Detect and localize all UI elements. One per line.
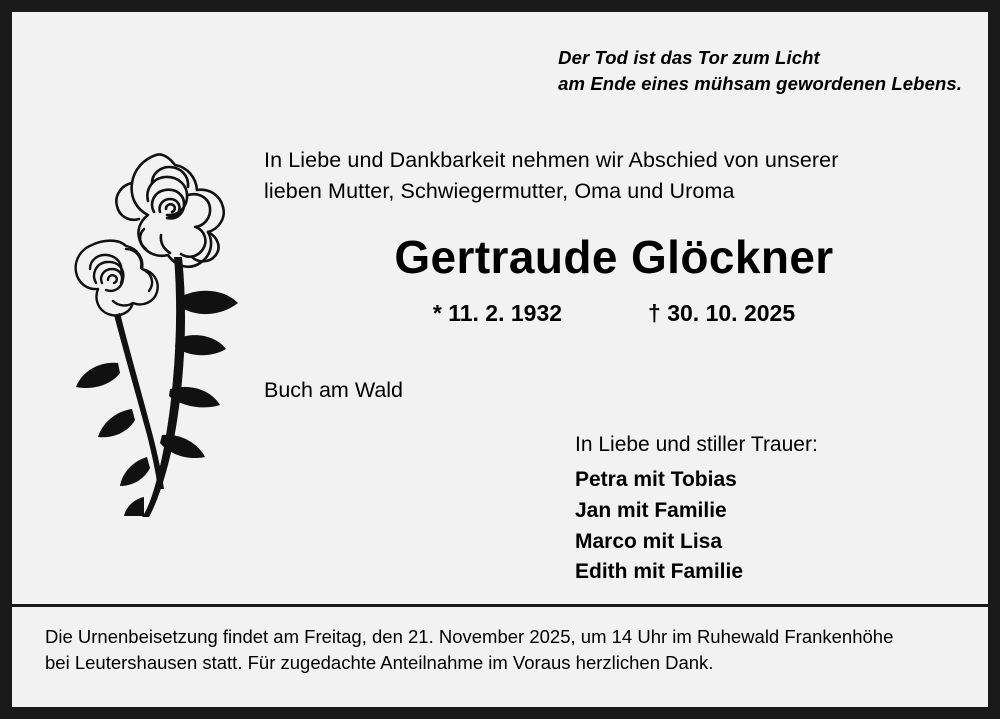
mourning-lead: In Liebe und stiller Trauer: bbox=[575, 433, 818, 456]
mourner-3: Marco mit Lisa bbox=[575, 529, 723, 553]
intro-block bbox=[264, 145, 839, 207]
funeral-details-line-2: bei Leutershausen statt. Für zugedachte Anteilnahme im Voraus herzlichen Dank. bbox=[45, 652, 714, 674]
life-dates bbox=[264, 300, 964, 327]
intro-line-2: lieben Mutter, Schwiegermutter, Oma und Uroma bbox=[264, 179, 735, 204]
funeral-details-line-1: Die Urnenbeisetzung findet am Freitag, den 21. November 2025, um 14 Uhr im Ruhewald Frankenhöhe bbox=[45, 626, 894, 647]
birth-date: * 11. 2. 1932 bbox=[432, 300, 563, 326]
mourner-2: Jan mit Familie bbox=[575, 498, 727, 522]
notice-card bbox=[12, 12, 988, 707]
death-date: † 30. 10. 2025 bbox=[648, 300, 796, 326]
mourner-4: Edith mit Familie bbox=[575, 560, 744, 584]
roses-illustration-icon bbox=[48, 117, 258, 517]
verse-line-2: am Ende eines mühsam gewordenen Lebens. bbox=[558, 72, 962, 94]
verse-line-1: Der Tod ist das Tor zum Licht bbox=[558, 47, 820, 68]
footer-divider bbox=[12, 604, 988, 607]
place-of-residence: Buch am Wald bbox=[264, 378, 404, 402]
funeral-details bbox=[45, 624, 955, 677]
verse-block bbox=[558, 45, 962, 96]
mourner-1: Petra mit Tobias bbox=[575, 467, 737, 491]
deceased-name: Gertraude Glöckner bbox=[394, 231, 834, 283]
intro-line-1: In Liebe und Dankbarkeit nehmen wir Abschied von unserer bbox=[264, 148, 839, 172]
mourners-block bbox=[575, 430, 818, 588]
